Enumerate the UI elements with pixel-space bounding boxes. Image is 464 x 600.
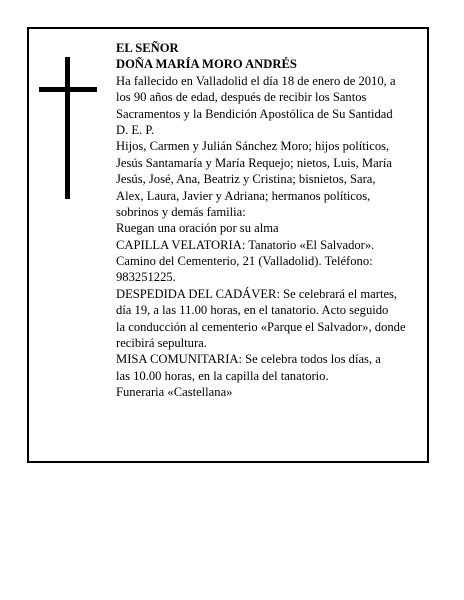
header-line: EL SEÑOR (116, 41, 179, 55)
body-line: Sacramentos y la Bendición Apostólica de Su Santidad (116, 106, 393, 121)
body-line: Alex, Laura, Javier y Adriana; hermanos políticos, (116, 188, 371, 203)
body-line: la conducción al cementerio «Parque el Salvador», donde (116, 319, 406, 334)
body-line: Ha fallecido en Valladolid el día 18 de enero de 2010, a (116, 73, 396, 88)
funeral-home: Funeraria «Castellana» (116, 385, 233, 400)
body-line: Camino del Cementerio, 21 (Valladolid). Teléfono: (116, 254, 373, 269)
body-line: recibirá sepultura. (116, 336, 207, 351)
body-line: día 19, a las 11.00 horas, en el tanatorio. Acto seguido (116, 303, 389, 318)
deceased-name: DOÑA MARÍA MORO ANDRÉS (116, 57, 297, 72)
cross-vertical-bar (65, 57, 70, 199)
body-line: sobrinos y demás familia: (116, 204, 246, 219)
body-line: 983251225. (116, 270, 176, 285)
body-line: Jesús, José, Ana, Beatriz y Cristina; bisnietos, Sara, (116, 172, 376, 187)
body-line: D. E. P. (116, 122, 155, 137)
cross-horizontal-bar (39, 87, 97, 92)
body-line: MISA COMUNITARIA: Se celebra todos los días, a (116, 352, 381, 367)
obituary-text (116, 40, 430, 401)
body-line: Jesús Santamaría y María Requejo; nietos, Luis, María (116, 155, 392, 170)
body-line: Ruegan una oración por su alma (116, 221, 279, 236)
body-line: DESPEDIDA DEL CADÁVER: Se celebrará el martes, (116, 286, 398, 301)
obituary-frame (27, 27, 429, 463)
body-line: las 10.00 horas, en la capilla del tanatorio. (116, 368, 329, 383)
body-line: CAPILLA VELATORIA: Tanatorio «El Salvador». (116, 237, 375, 252)
body-line: los 90 años de edad, después de recibir los Santos (116, 90, 367, 105)
cross-icon (39, 57, 99, 199)
body-line: Hijos, Carmen y Julián Sánchez Moro; hijos políticos, (116, 139, 390, 154)
